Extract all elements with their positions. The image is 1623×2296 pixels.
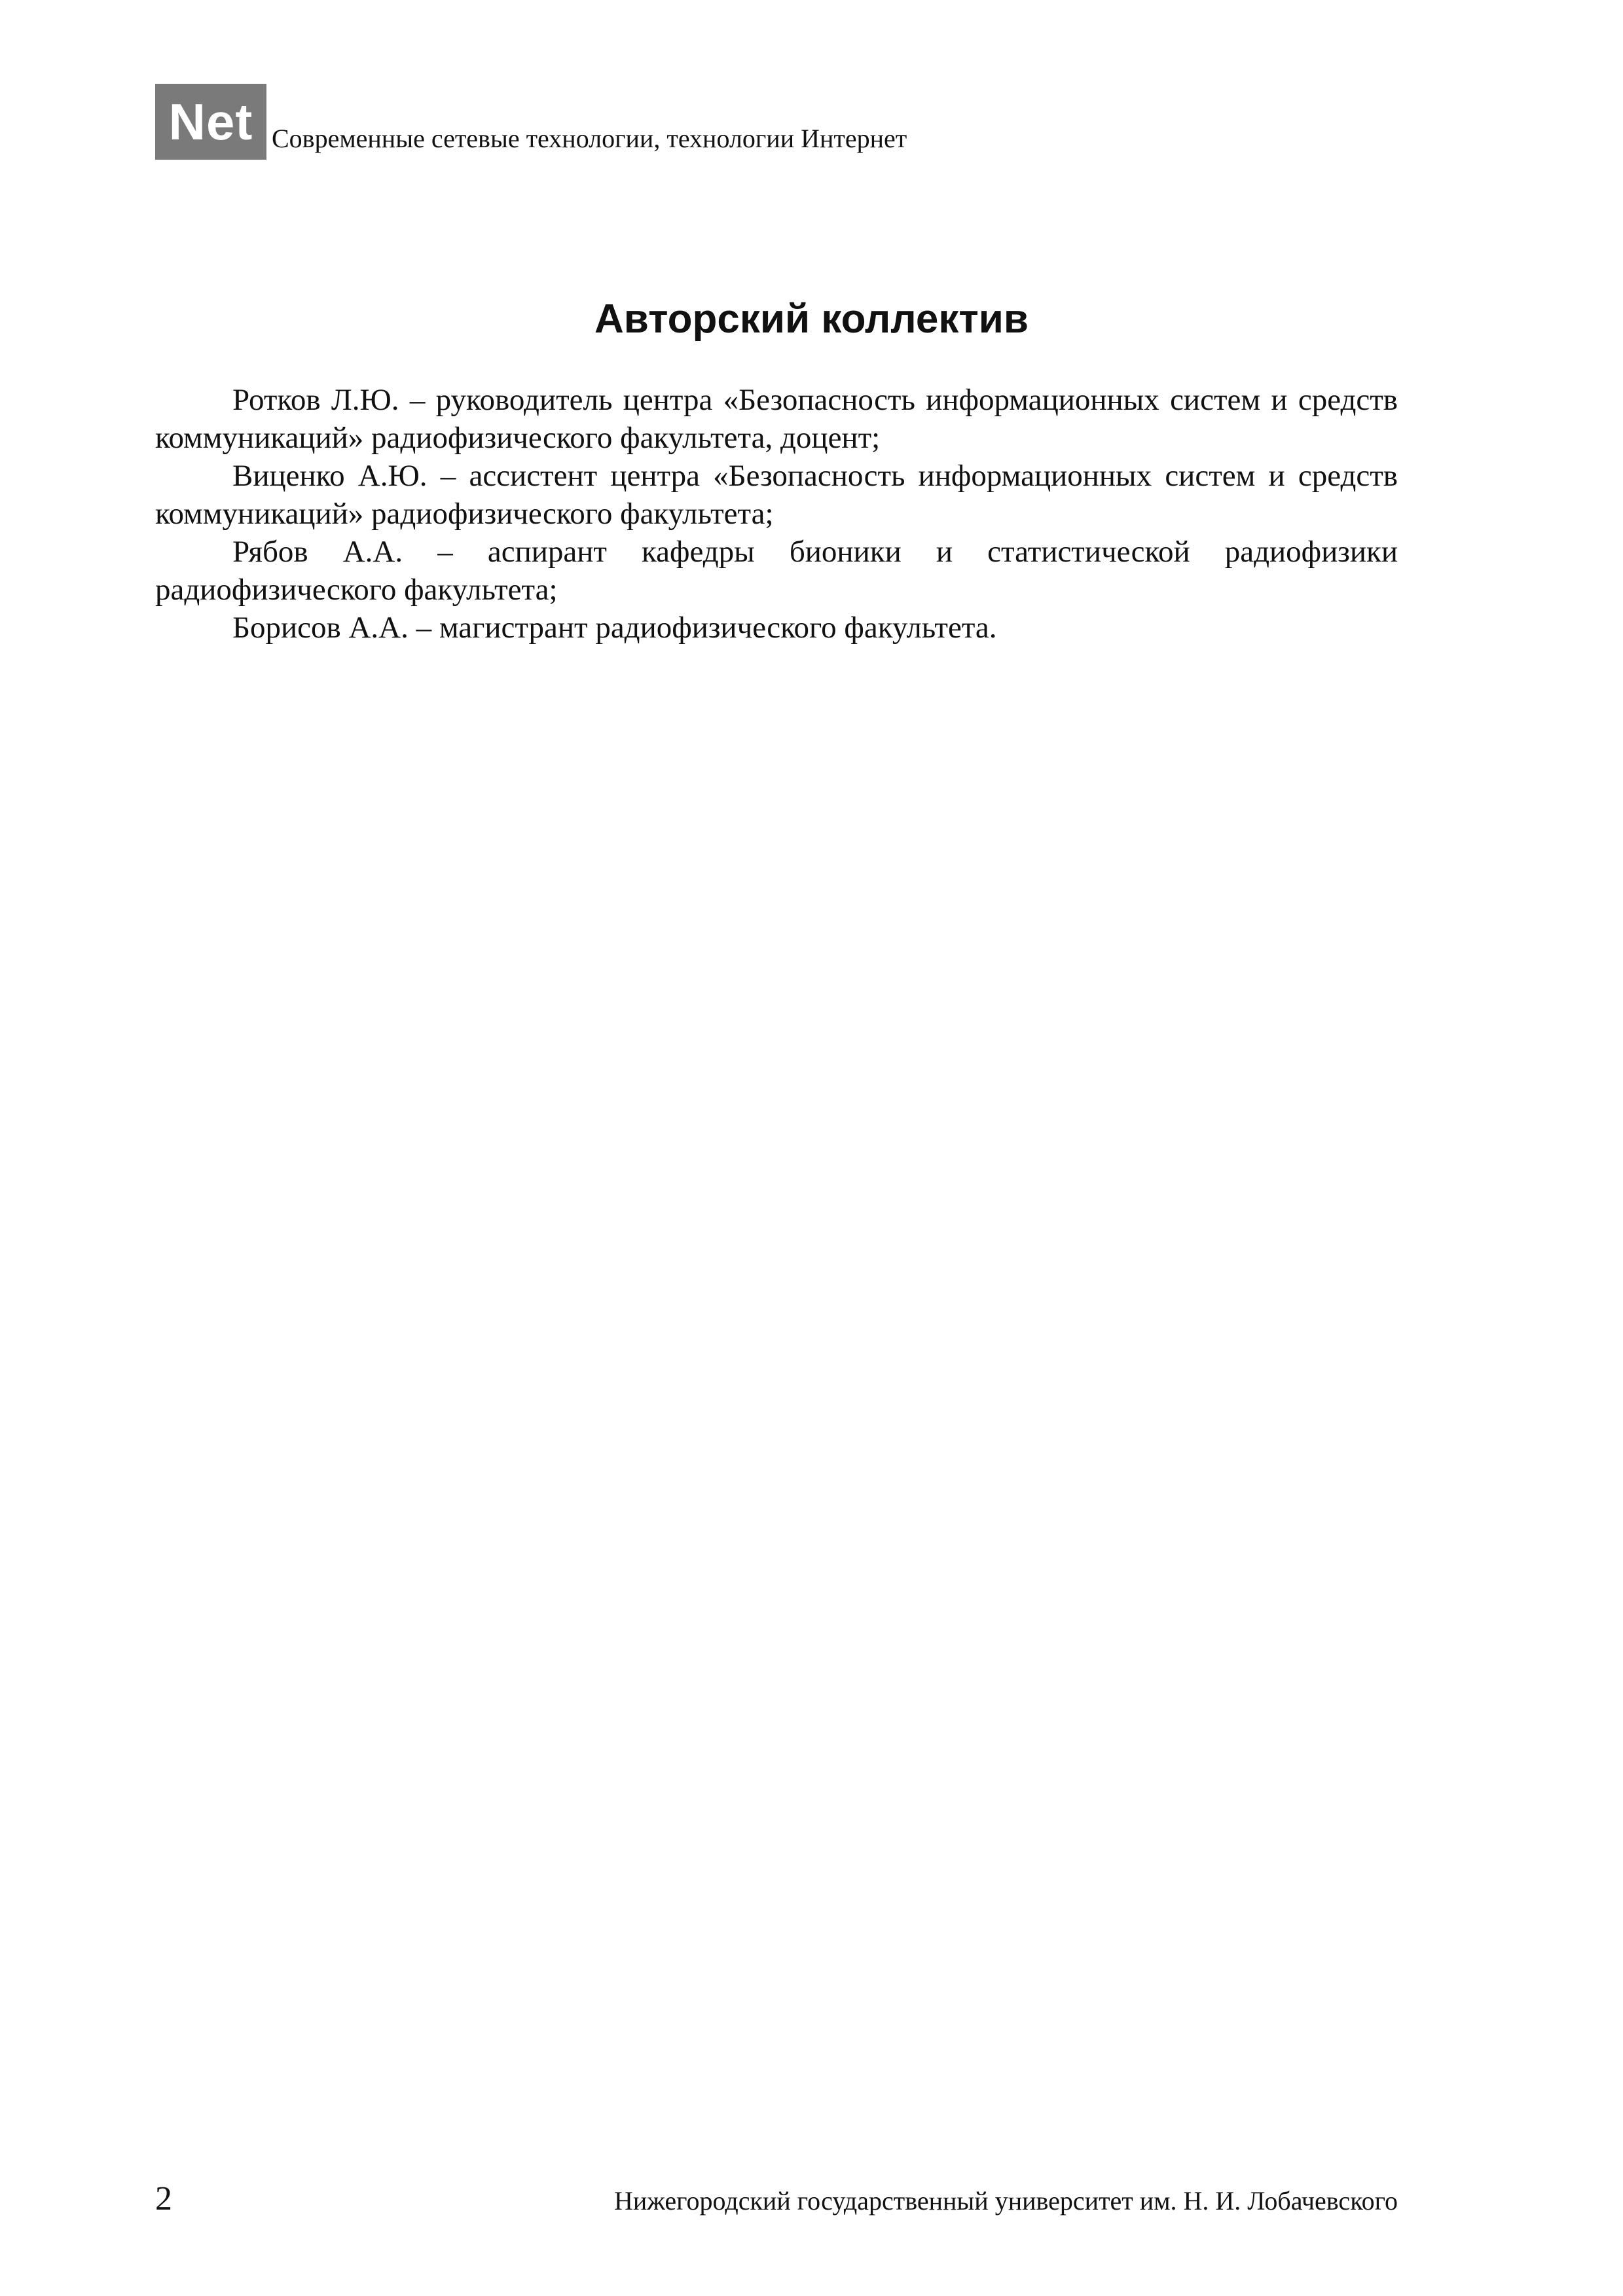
page-number: 2 [155, 2180, 172, 2217]
header-title: Современные сетевые технологии, технологии Интернет [272, 124, 907, 153]
author-entry-vitsenko: Виценко А.Ю. – ассистент центра «Безопасность информационных систем и средств коммуникаций» радиофизического факультета; [155, 459, 1398, 531]
author-entry-ryabov: Рябов А.А. – аспирант кафедры бионики и статистической радиофизики радиофизического факультета; [155, 535, 1398, 607]
running-header [155, 84, 907, 160]
running-footer [155, 2179, 1398, 2218]
author-entry-borisov: Борисов А.А. – магистрант радиофизического факультета. [232, 611, 997, 645]
author-entry-rotkov: Ротков Л.Ю. – руководитель центра «Безопасность информационных систем и средств коммуникаций» радиофизического факультета, доцент; [155, 383, 1398, 455]
page-title: Авторский коллектив [594, 296, 1029, 342]
footer-institution: Нижегородский государственный университет им. Н. И. Лобачевского [613, 2186, 1398, 2215]
net-logo: Net [155, 84, 266, 160]
author-list [155, 381, 1398, 647]
